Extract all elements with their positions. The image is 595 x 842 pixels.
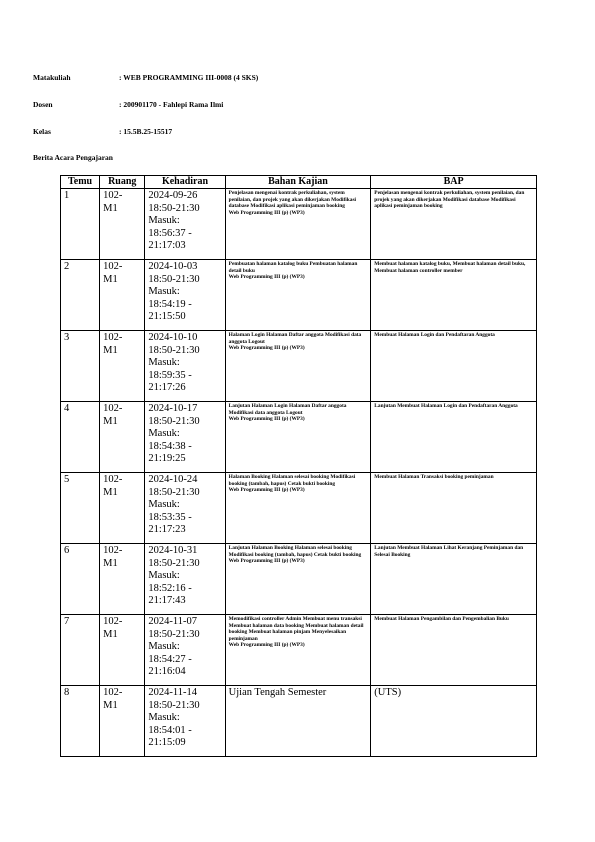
table-body xyxy=(61,189,537,757)
header-ruang: Ruang xyxy=(100,176,145,189)
cell-bahan-kajian xyxy=(225,331,371,402)
cell-kehadiran-text: 2024-11-14 18:50-21:30 Masuk: 18:54:01 - 21:15:09 xyxy=(148,687,200,748)
table-row xyxy=(61,331,537,402)
dosen-value: : 200901170 - Fahlepi Rama Ilmi xyxy=(119,100,224,109)
cell-ruang-text: 102- M1 xyxy=(103,332,123,356)
cell-bahan-kajian-text: Memodifikasi controller Admin Membuat menu transaksi Membuat halaman data booking Membuat halaman detail booking Membuat halaman pinjam Menyelesaikan peminjaman xyxy=(228,616,364,642)
header-bahan-kajian: Bahan Kajian xyxy=(225,176,371,189)
cell-temu xyxy=(61,402,100,473)
table-row xyxy=(61,260,537,331)
matakuliah-label: Matakuliah xyxy=(33,73,71,82)
cell-temu-text: 6 xyxy=(64,545,70,556)
cell-kehadiran-text: 2024-10-03 18:50-21:30 Masuk: 18:54:19 - 21:15:50 xyxy=(148,261,200,322)
cell-bap xyxy=(371,544,537,615)
cell-temu xyxy=(61,473,100,544)
cell-ruang xyxy=(100,615,145,686)
cell-temu xyxy=(61,686,100,757)
cell-bahan-kajian-text: Lanjutan Halaman Booking Halaman selesai booking Modifikasi booking (tambah, hapus) Cetak bukti booking xyxy=(228,545,362,558)
cell-temu-text: 4 xyxy=(64,403,70,414)
cell-kehadiran xyxy=(145,686,225,757)
section-title: Berita Acara Pengajaran xyxy=(33,153,113,162)
cell-ruang-text: 102- M1 xyxy=(103,545,123,569)
kelas-value: : 15.5B.25-15517 xyxy=(119,127,173,136)
cell-bap-text: Membuat Halaman Login dan Pendaftaran Anggota xyxy=(374,332,495,338)
cell-ruang-text: 102- M1 xyxy=(103,403,123,427)
table-header-row xyxy=(61,176,537,189)
cell-bap-text: Membuat Halaman Pengambilan dan Pengembalian Buku xyxy=(374,616,509,622)
cell-bap xyxy=(371,473,537,544)
cell-temu xyxy=(61,189,100,260)
cell-kehadiran xyxy=(145,331,225,402)
cell-kehadiran xyxy=(145,473,225,544)
cell-bahan-kajian-text: Halaman Booking Halaman selesai booking Modifikasi booking (tambah, hapus) Cetak bukti booking xyxy=(228,474,356,487)
table-row xyxy=(61,402,537,473)
cell-bap xyxy=(371,189,537,260)
table-row xyxy=(61,544,537,615)
table-row xyxy=(61,615,537,686)
cell-ruang xyxy=(100,686,145,757)
cell-bap-text: Membuat Halaman Transaksi booking peminjaman xyxy=(374,474,494,480)
cell-kehadiran-text: 2024-10-31 18:50-21:30 Masuk: 18:52:16 - 21:17:43 xyxy=(148,545,200,606)
course-name: Web Programming III (p) (WP3) xyxy=(228,345,305,351)
table-row xyxy=(61,473,537,544)
cell-bahan-kajian xyxy=(225,686,371,757)
cell-ruang xyxy=(100,473,145,544)
cell-bap xyxy=(371,331,537,402)
cell-ruang xyxy=(100,260,145,331)
cell-kehadiran xyxy=(145,544,225,615)
cell-ruang xyxy=(100,189,145,260)
cell-bap xyxy=(371,686,537,757)
header-kehadiran: Kehadiran xyxy=(145,176,225,189)
cell-kehadiran-text: 2024-11-07 18:50-21:30 Masuk: 18:54:27 - 21:16:04 xyxy=(148,616,200,677)
cell-bahan-kajian-text: Ujian Tengah Semester xyxy=(228,687,327,698)
header-temu: Temu xyxy=(61,176,100,189)
course-name: Web Programming III (p) (WP3) xyxy=(228,274,305,280)
course-name: Web Programming III (p) (WP3) xyxy=(228,416,305,422)
cell-kehadiran-text: 2024-10-24 18:50-21:30 Masuk: 18:53:35 - 21:17:23 xyxy=(148,474,200,535)
course-name: Web Programming III (p) (WP3) xyxy=(228,642,305,648)
cell-bahan-kajian xyxy=(225,260,371,331)
cell-bahan-kajian xyxy=(225,189,371,260)
kelas-label: Kelas xyxy=(33,127,51,136)
cell-bahan-kajian-text: Lanjutan Halaman Login Halaman Daftar anggota Modifikasi data anggota Logout xyxy=(228,403,347,416)
cell-temu xyxy=(61,544,100,615)
cell-kehadiran xyxy=(145,402,225,473)
cell-temu xyxy=(61,615,100,686)
cell-temu-text: 2 xyxy=(64,261,70,272)
cell-ruang xyxy=(100,331,145,402)
cell-bap-text: Lanjutan Membuat Halaman Lihat Keranjang Peminjaman dan Selesai Booking xyxy=(374,545,524,558)
cell-temu xyxy=(61,331,100,402)
cell-bap-text: Membuat halaman katalog buku, Membuat halaman detail buku, Membuat halaman controller member xyxy=(374,261,526,274)
bap-table xyxy=(60,175,537,757)
cell-bap xyxy=(371,402,537,473)
course-name: Web Programming III (p) (WP3) xyxy=(228,209,305,216)
cell-kehadiran-text: 2024-10-10 18:50-21:30 Masuk: 18:59:35 - 21:17:26 xyxy=(148,332,200,393)
cell-ruang-text: 102- M1 xyxy=(103,261,123,285)
cell-bahan-kajian xyxy=(225,615,371,686)
course-name: Web Programming III (p) (WP3) xyxy=(228,487,305,493)
cell-kehadiran xyxy=(145,189,225,260)
cell-temu-text: 5 xyxy=(64,474,70,485)
dosen-label: Dosen xyxy=(33,100,53,109)
cell-kehadiran-text: 2024-10-17 18:50-21:30 Masuk: 18:54:38 - 21:19:25 xyxy=(148,403,200,464)
cell-bahan-kajian xyxy=(225,544,371,615)
cell-bahan-kajian xyxy=(225,402,371,473)
cell-bahan-kajian-text: Pembuatan halaman katalog buku Pembuatan halaman detail buku xyxy=(228,261,358,274)
cell-bap-text: (UTS) xyxy=(374,687,402,698)
matakuliah-value: : WEB PROGRAMMING III-0008 (4 SKS) xyxy=(119,73,259,82)
cell-temu-text: 3 xyxy=(64,332,70,343)
cell-ruang-text: 102- M1 xyxy=(103,687,123,711)
cell-temu-text: 8 xyxy=(64,687,70,698)
cell-kehadiran xyxy=(145,615,225,686)
cell-kehadiran xyxy=(145,260,225,331)
header-bap: BAP xyxy=(371,176,537,189)
cell-ruang-text: 102- M1 xyxy=(103,616,123,640)
cell-ruang xyxy=(100,402,145,473)
table-row xyxy=(61,686,537,757)
cell-bahan-kajian-text: Penjelasan mengenai kontrak perkuliahan, system penilaian, dan projek yang akan dikerjakan Modifikasi database Modifikasi aplikasi peminjaman booking xyxy=(228,190,357,209)
cell-bap-text: Penjelasan mengenai kontrak perkuliahan, system penilaian, dan projek yang akan dikerjakan Modifikasi database Modifikasi aplikasi peminjaman booking xyxy=(374,190,525,209)
cell-bahan-kajian xyxy=(225,473,371,544)
cell-kehadiran-text: 2024-09-26 18:50-21:30 Masuk: 18:56:37 - 21:17:03 xyxy=(148,190,200,251)
cell-ruang-text: 102- M1 xyxy=(103,474,123,498)
cell-temu-text: 7 xyxy=(64,616,70,627)
course-name: Web Programming III (p) (WP3) xyxy=(228,558,305,564)
cell-bap xyxy=(371,260,537,331)
cell-ruang xyxy=(100,544,145,615)
cell-temu xyxy=(61,260,100,331)
table-row xyxy=(61,189,537,260)
cell-bahan-kajian-text: Halaman Login Halaman Daftar anggota Modifikasi data anggota Logout xyxy=(228,332,362,345)
cell-ruang-text: 102- M1 xyxy=(103,190,123,214)
cell-temu-text: 1 xyxy=(64,190,70,201)
cell-bap xyxy=(371,615,537,686)
cell-bap-text: Lanjutan Membuat Halaman Login dan Pendaftaran Anggota xyxy=(374,403,518,409)
